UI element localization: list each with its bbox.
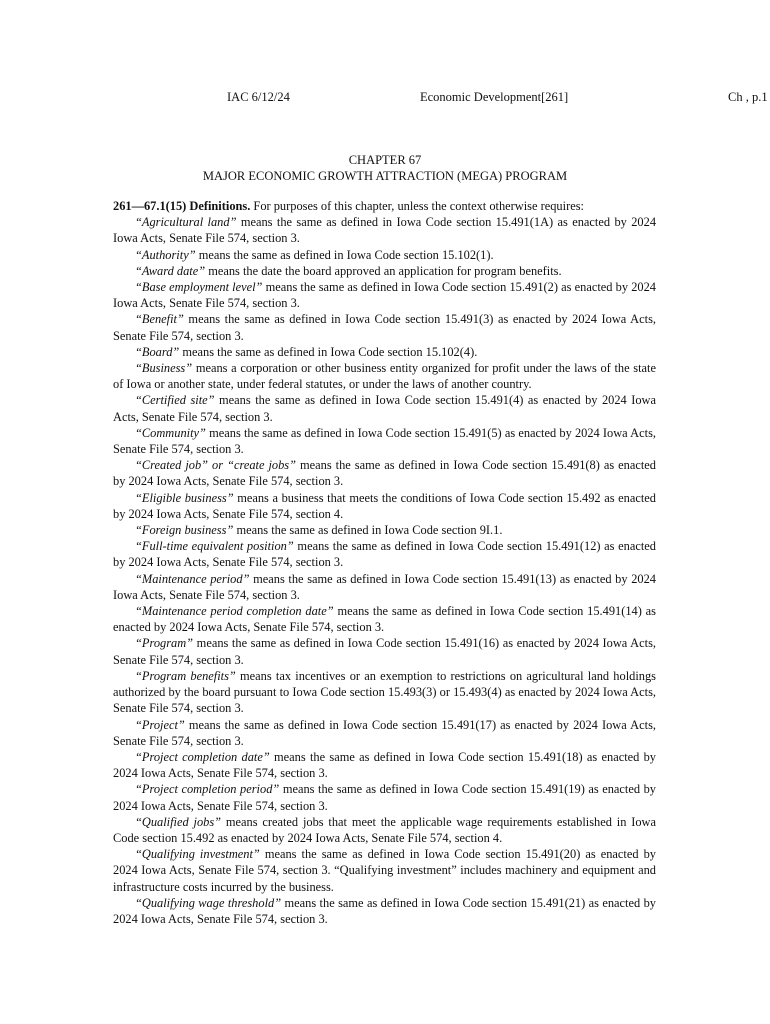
rule-intro: For purposes of this chapter, unless the context otherwise requires: (250, 199, 584, 213)
definition-text: means the same as defined in Iowa Code section 9I.1. (233, 523, 503, 538)
definition-term: “Base employment level” (135, 280, 263, 295)
definition-paragraph (113, 635, 656, 667)
definition-text: means the same as defined in Iowa Code section 15.102(1). (195, 247, 494, 262)
definition-paragraph (113, 781, 656, 813)
definition-paragraph (113, 344, 656, 360)
definition-term: “Project completion date” (135, 749, 270, 764)
definition-paragraph (113, 214, 656, 246)
definition-term: “Board” (135, 344, 180, 359)
definition-paragraph (113, 392, 656, 424)
definition-text: means the same as defined in Iowa Code section 15.491(21) as enacted by 2024 Iowa Acts, Senate File 574, section 3. (113, 895, 656, 926)
definition-term: “Project” (135, 717, 185, 732)
definition-paragraph (113, 311, 656, 343)
definition-term: “Program” (135, 636, 194, 651)
definition-paragraph (113, 247, 656, 263)
definition-paragraph (113, 717, 656, 749)
definition-paragraph (113, 895, 656, 927)
definition-paragraph (113, 522, 656, 538)
definition-text: means the same as defined in Iowa Code section 15.491(20) as enacted by 2024 Iowa Acts, Senate File 574, section 3. “Qualifying investment” includes machinery and equipment and infrastructure costs incurred by the business. (113, 847, 656, 894)
definition-term: “Created job” or “create jobs” (135, 458, 297, 473)
rule-heading (113, 198, 656, 214)
definition-text: means the same as defined in Iowa Code section 15.491(13) as enacted by 2024 Iowa Acts, Senate File 574, section 3. (113, 571, 656, 602)
definition-paragraph (113, 457, 656, 489)
definition-paragraph (113, 360, 656, 392)
definition-term: “Program benefits” (135, 668, 236, 683)
definition-paragraph (113, 814, 656, 846)
definition-text: means created jobs that meet the applicable wage requirements established in Iowa Code section 15.492 as enacted by 2024 Iowa Acts, Senate File 574, section 4. (113, 814, 656, 845)
definition-term: “Award date” (135, 263, 206, 278)
definition-term: “Maintenance period” (135, 571, 250, 586)
definition-paragraph (113, 571, 656, 603)
definition-text: means a corporation or other business entity organized for profit under the laws of the state of Iowa or another state, under federal statutes, or under the laws of another country. (113, 361, 656, 392)
definition-text: means the same as defined in Iowa Code section 15.491(5) as enacted by 2024 Iowa Acts, Senate File 574, section 3. (113, 425, 656, 457)
definition-text: means the same as defined in Iowa Code section 15.491(2) as enacted by 2024 Iowa Acts, Senate File 574, section 3. (113, 280, 656, 311)
header-agency: Economic Development[261] (420, 90, 569, 104)
definition-text: means the same as defined in Iowa Code section 15.491(8) as enacted by 2024 Iowa Acts, Senate File 574, section 3. (113, 458, 657, 489)
definition-paragraph (113, 668, 656, 717)
definition-paragraph (113, 846, 656, 895)
definition-paragraph (113, 603, 656, 635)
definition-text: means a business that meets the conditions of Iowa Code section 15.492 as enacted by 2024 Iowa Acts, Senate File 574, section 4. (113, 490, 656, 521)
definition-term: “Qualifying investment” (135, 847, 260, 862)
chapter-title: MAJOR ECONOMIC GROWTH ATTRACTION (MEGA) PROGRAM (202, 169, 568, 183)
definition-term: “Qualified jobs” (135, 814, 222, 829)
definition-text: means the same as defined in Iowa Code section 15.491(16) as enacted by 2024 Iowa Acts, Senate File 574, section 3. (113, 636, 656, 667)
definition-text: means the same as defined in Iowa Code section 15.491(17) as enacted by 2024 Iowa Acts, Senate File 574, section 3. (113, 717, 656, 748)
definition-term: “Community” (135, 425, 206, 440)
definition-term: “Foreign business” (135, 523, 234, 538)
definition-text: means the same as defined in Iowa Code section 15.491(3) as enacted by 2024 Iowa Acts, Senate File 574, section 3. (113, 312, 656, 343)
definition-text: means the same as defined in Iowa Code section 15.102(4). (179, 344, 478, 359)
definition-term: “Full-time equivalent position” (135, 539, 294, 554)
definition-paragraph (113, 490, 656, 522)
rule-number: 261—67.1(15) Definitions. (113, 199, 251, 213)
definition-text: means the same as defined in Iowa Code section 15.491(14) as enacted by 2024 Iowa Acts, Senate File 574, section 3. (113, 604, 656, 635)
definition-term: “Certified site” (135, 393, 215, 408)
definition-text: means the same as defined in Iowa Code section 15.491(12) as enacted by 2024 Iowa Acts, Senate File 574, section 3. (113, 539, 656, 570)
definition-text: means the same as defined in Iowa Code section 15.491(1A) as enacted by 2024 Iowa Acts, Senate File 574, section 3. (113, 215, 657, 246)
chapter-number: CHAPTER 67 (348, 153, 422, 167)
header-page: Ch , p.1 (728, 90, 768, 104)
definition-paragraph (113, 749, 656, 781)
document-body (113, 198, 656, 927)
definition-term: “Maintenance period completion date” (135, 604, 334, 619)
definition-text: means tax incentives or an exemption to restrictions on agricultural land holdings authorized by the board pursuant to Iowa Code section 15.493(3) or 15.493(4) as enacted by 2024 Iowa Acts, Senate File 574, section 3. (113, 668, 656, 716)
definition-paragraph (113, 263, 656, 279)
definition-text: means the date the board approved an application for program benefits. (205, 263, 562, 278)
definition-paragraph (113, 279, 656, 311)
definition-paragraph (113, 425, 656, 457)
definition-term: “Qualifying wage threshold” (135, 895, 282, 910)
definition-text: means the same as defined in Iowa Code section 15.491(4) as enacted by 2024 Iowa Acts, Senate File 574, section 3. (113, 393, 657, 424)
definition-term: “Eligible business” (135, 490, 234, 505)
definition-term: “Benefit” (135, 312, 184, 327)
header-date: IAC 6/12/24 (227, 90, 290, 104)
definition-paragraph (113, 538, 656, 570)
definitions-list (113, 214, 656, 927)
definition-term: “Agricultural land” (135, 215, 237, 230)
definition-text: means the same as defined in Iowa Code section 15.491(18) as enacted by 2024 Iowa Acts, Senate File 574, section 3. (113, 749, 656, 781)
definition-term: “Business” (135, 361, 193, 376)
definition-term: “Project completion period” (135, 782, 280, 797)
definition-term: “Authority” (135, 247, 196, 262)
definition-text: means the same as defined in Iowa Code section 15.491(19) as enacted by 2024 Iowa Acts, Senate File 574, section 3. (113, 782, 656, 813)
